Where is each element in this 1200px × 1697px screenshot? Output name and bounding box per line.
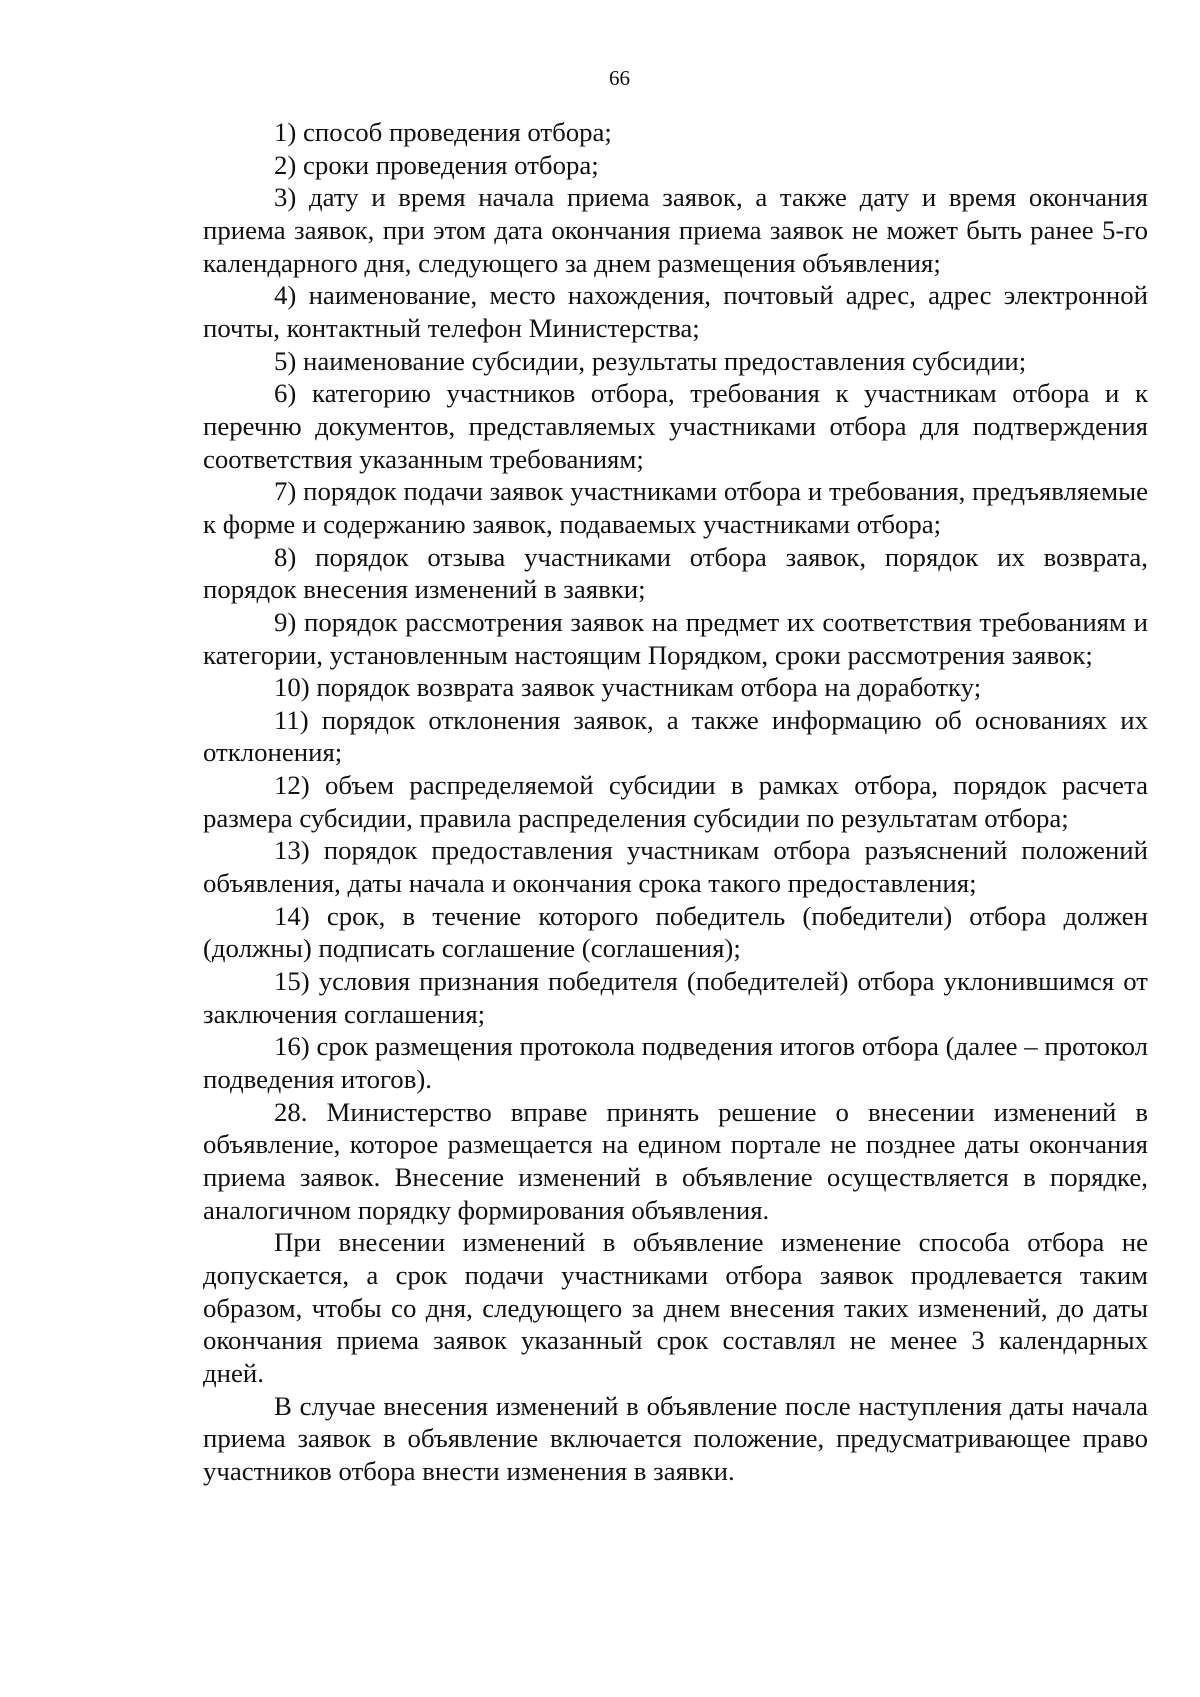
page-number: 66	[609, 66, 630, 90]
list-item-16: 16) срок размещения протокола подведения итогов отбора (далее – протокол подведения итогов).	[203, 1031, 1148, 1095]
list-item-10: 10) порядок возврата заявок участникам отбора на доработку;	[274, 672, 982, 703]
list-item-3: 3) дату и время начала приема заявок, а также дату и время окончания приема заявок, при этом дата окончания приема заявок не может быть ранее 5-го календарного дня, следующего за днем размещения объявления;	[203, 182, 1148, 278]
list-item-6: 6) категорию участников отбора, требования к участникам отбора и к перечню документов, представляемых участниками отбора для подтверждения соответствия указанным требованиям;	[203, 378, 1148, 474]
list-item-1: 1) способ проведения отбора;	[274, 117, 612, 147]
list-item-11: 11) порядок отклонения заявок, а также информацию об основаниях их отклонения;	[203, 704, 1148, 768]
body-paragraph: При внесении изменений в объявление изменение способа отбора не допускается, а срок подачи участниками отбора заявок продлевается таким образом, чтобы со дня, следующего за днем внесения таких изменений, до даты окончания приема заявок указанный срок составлял не менее 3 календарных дней.	[203, 1227, 1148, 1388]
list-item-12: 12) объем распределяемой субсидии в рамках отбора, порядок расчета размера субсидии, правила распределения субсидии по результатам отбора;	[203, 770, 1148, 833]
list-item-9: 9) порядок рассмотрения заявок на предмет их соответствия требованиям и категории, установленным настоящим Порядком, сроки рассмотрения заявок;	[203, 606, 1148, 670]
list-item-13: 13) порядок предоставления участникам отбора разъяснений положений объявления, даты начала и окончания срока такого предоставления;	[203, 835, 1148, 899]
list-item-7: 7) порядок подачи заявок участниками отбора и требования, предъявляемые к форме и содержанию заявок, подаваемых участниками отбора;	[203, 476, 1148, 539]
clause-28-paragraph: 28. Министерство вправе принять решение о внесении изменений в объявление, которое размещается на едином портале не позднее даты окончания приема заявок. Внесение изменений в объявление осуществляется в порядке, аналогичном порядку формирования объявления.	[203, 1096, 1148, 1225]
list-item-15: 15) условия признания победителя (победителей) отбора уклонившимся от заключения соглашения;	[203, 966, 1148, 1029]
list-item-4: 4) наименование, место нахождения, почтовый адрес, адрес электронной почты, контактный телефон Министерства;	[203, 280, 1148, 343]
body-paragraph: В случае внесения изменений в объявление после наступления даты начала приема заявок в объявление включается положение, предусматривающее право участников отбора внести изменения в заявки.	[203, 1390, 1148, 1486]
list-item-5: 5) наименование субсидии, результаты предоставления субсидии;	[274, 345, 1027, 376]
list-item-8: 8) порядок отзыва участниками отбора заявок, порядок их возврата, порядок внесения изменений в заявки;	[203, 541, 1148, 605]
list-item-14: 14) срок, в течение которого победитель (победители) отбора должен (должны) подписать соглашение (соглашения);	[203, 900, 1148, 964]
document-body	[203, 116, 1148, 1488]
list-item-2: 2) сроки проведения отбора;	[274, 149, 599, 180]
